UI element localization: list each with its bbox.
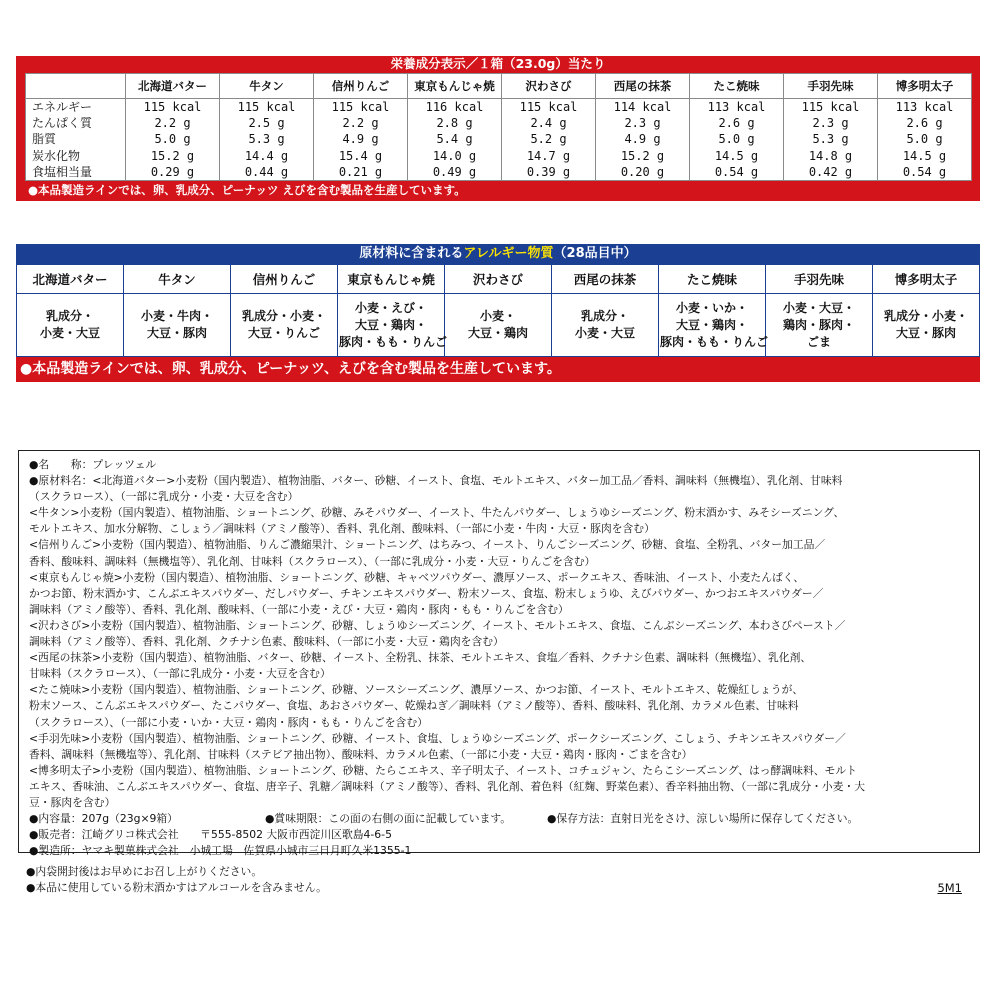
allergen-cell [17, 294, 124, 357]
nutrition-value: 0.44 g [220, 164, 314, 181]
nutrition-value: 2.3 g [784, 115, 878, 131]
allergen-flavor-header: 北海道バター [17, 265, 124, 294]
label-line: <たこ焼味>小麦粉（国内製造）、植物油脂、ショートニング、砂糖、ソースシーズニング、濃厚ソース、かつお節、イースト、モルトエキス、乾燥紅しょうが、 [29, 683, 804, 697]
nutrition-flavor-header: 手羽先味 [784, 74, 878, 99]
allergen-cell [873, 294, 980, 357]
allergen-cell [766, 294, 873, 357]
nutrition-value: 14.5 g [878, 148, 972, 164]
nutrition-value: 113 kcal [690, 99, 784, 116]
nutrition-value: 115 kcal [220, 99, 314, 116]
nutrition-row-carbohydrate [26, 148, 972, 164]
nutrition-panel [16, 56, 980, 201]
product-label-panel [18, 450, 980, 858]
nutrition-value: 5.0 g [878, 131, 972, 147]
allergen-items-row [17, 294, 980, 357]
nutrition-value: 0.54 g [690, 164, 784, 181]
label-line: （スクラロース）、（一部に小麦・いか・大豆・鶏肉・豚肉・もも・りんごを含む） [29, 715, 428, 729]
allergen-flavor-header: 西尾の抹茶 [552, 265, 659, 294]
allergen-flavor-header: 東京もんじゃ焼 [338, 265, 445, 294]
allergen-production-note: ●本品製造ラインでは、卵、乳成分、ピーナッツ、えびを含む製品を生産しています。 [16, 357, 980, 382]
allergen-flavor-header: たこ焼味 [659, 265, 766, 294]
nutrition-value: 2.4 g [502, 115, 596, 131]
nutrition-value: 5.0 g [690, 131, 784, 147]
nutrition-flavor-header: 博多明太子 [878, 74, 972, 99]
label-line: <牛タン>小麦粉（国内製造）、植物油脂、ショートニング、砂糖、みそパウダー、イースト、牛たんパウダー、しょうゆシーズニング、粉末酒かす、みそシーズニング、 [29, 506, 845, 520]
allergen-text: 豚肉・もも・りんご [339, 334, 448, 349]
label-line: （スクラロース）、（一部に乳成分・小麦・大豆を含む） [29, 490, 299, 504]
allergen-text: 小麦・えび・ [354, 300, 427, 315]
label-line: <手羽先味>小麦粉（国内製造）、植物油脂、ショートニング、砂糖、イースト、食塩、しょうゆシーズニング、ポークシーズニング、こしょう、チキンエキスパウダー／ [29, 731, 846, 745]
nutrition-value: 5.4 g [408, 131, 502, 147]
nutrition-value: 115 kcal [126, 99, 220, 116]
label-line: <東京もんじゃ焼>小麦粉（国内製造）、植物油脂、ショートニング、砂糖、キャベツパウダー、濃厚ソース、ポークエキス、香味油、イースト、小麦たんぱく、 [29, 570, 805, 584]
label-line: <信州りんご>小麦粉（国内製造）、植物油脂、りんご濃縮果汁、ショートニング、はちみつ、イースト、りんごシーズニング、砂糖、食塩、全粉乳、バター加工品／ [29, 538, 826, 552]
allergen-cell [124, 294, 231, 357]
nutrition-value: 5.2 g [502, 131, 596, 147]
allergen-flavor-header: 博多明太子 [873, 265, 980, 294]
nutrition-flavor-header: 牛タン [220, 74, 314, 99]
nutrition-value: 14.7 g [502, 148, 596, 164]
allergen-header-row [17, 265, 980, 294]
nutrition-value: 2.6 g [878, 115, 972, 131]
nutrition-value: 4.9 g [596, 131, 690, 147]
nutrition-value: 0.39 g [502, 164, 596, 181]
label-line: 調味料（アミノ酸等）、香料、乳化剤、クチナシ色素、酸味料、（一部に小麦・大豆・鶏肉を含む） [29, 635, 504, 649]
allergen-table [16, 264, 980, 357]
nutrition-row-protein [26, 115, 972, 131]
allergen-text: 小麦・いか・ [675, 300, 748, 315]
nutrition-value: 0.42 g [784, 164, 878, 181]
allergen-text: 小麦・大豆 [39, 326, 100, 340]
label-line: モルトエキス、加水分解物、こしょう／調味料（アミノ酸等）、香料、乳化剤、酸味料、（一部に小麦・牛肉・大豆・豚肉を含む） [29, 522, 655, 536]
nutrition-value: 0.29 g [126, 164, 220, 181]
nutrition-value: 114 kcal [596, 99, 690, 116]
nutrition-corner-cell [26, 74, 126, 99]
storage-method: ●保存方法：直射日光をさけ、涼しい場所に保存してください。 [547, 812, 859, 826]
nutrition-row-salt [26, 164, 972, 181]
nutrition-title: 栄養成分表示／１箱（23.0g）当たり [390, 56, 606, 71]
label-line: 甘味料（スクラロース）、（一部に乳成分・小麦・大豆を含む） [29, 667, 331, 681]
nutrition-production-note: ●本品製造ラインでは、卵、乳成分、ピーナッツ えびを含む製品を生産しています。 [28, 183, 466, 197]
nutrition-value: 2.2 g [126, 115, 220, 131]
label-line: 豆・豚肉を含む） [29, 795, 116, 809]
nutrition-value: 14.4 g [220, 148, 314, 164]
nutrition-row-energy [26, 99, 972, 116]
nutrition-value: 2.2 g [314, 115, 408, 131]
nutrition-value: 5.3 g [784, 131, 878, 147]
best-before: ●賞味期限：この面の右側の面に記載しています。 [265, 812, 512, 826]
allergen-cell [552, 294, 659, 357]
nutrition-value: 15.2 g [596, 148, 690, 164]
nutrition-value: 115 kcal [502, 99, 596, 116]
allergen-text: 小麦・大豆 [574, 326, 635, 340]
footer-notes [26, 864, 970, 896]
nutrition-value: 14.0 g [408, 148, 502, 164]
nutrition-flavor-header: 信州りんご [314, 74, 408, 99]
label-meta-row [29, 811, 971, 827]
allergen-flavor-header: 沢わさび [445, 265, 552, 294]
allergen-cell [338, 294, 448, 357]
allergen-text: 豚肉・もも・りんご [660, 334, 769, 349]
label-line: 調味料（アミノ酸等）、香料、乳化剤、酸味料、（一部に小麦・えび・大豆・鶏肉・豚肉・もも・りんごを含む） [29, 602, 569, 616]
allergen-cell [445, 294, 552, 357]
label-line: <西尾の抹茶>小麦粉（国内製造）、植物油脂、バター、砂糖、イースト、全粉乳、抹茶、モルトエキス、食塩／香料、クチナシ色素、調味料（無機塩）、乳化剤、 [29, 651, 812, 665]
nutrition-value: 2.6 g [690, 115, 784, 131]
nutrition-flavor-header: 東京もんじゃ焼 [408, 74, 502, 99]
allergen-text: ごま [806, 334, 831, 349]
allergen-text: 大豆・豚肉 [146, 326, 207, 340]
allergen-flavor-header: 信州りんご [231, 265, 338, 294]
allergen-cell [659, 294, 769, 357]
nutrition-value: 113 kcal [878, 99, 972, 116]
allergen-title-prefix: 原材料に含まれる [359, 246, 464, 261]
nutrition-row-label: 食塩相当量 [26, 164, 126, 181]
manufacturer-info: ●製造所：ヤマキ製菓株式会社 小城工場 佐賀県小城市三日月町久米1355-1 [29, 844, 412, 858]
label-line: <沢わさび>小麦粉（国内製造）、植物油脂、ショートニング、砂糖、しょうゆシーズニング、イースト、モルトエキス、食塩、こんぶシーズニング、本わさびペースト／ [29, 618, 846, 632]
nutrition-value: 5.3 g [220, 131, 314, 147]
allergen-title-highlight: アレルギー物質 [463, 246, 554, 261]
nutrition-row-label: たんぱく質 [26, 115, 126, 131]
nutrition-value: 0.21 g [314, 164, 408, 181]
nutrition-row-fat [26, 131, 972, 147]
nutrition-value: 0.49 g [408, 164, 502, 181]
nutrition-value: 5.0 g [126, 131, 220, 147]
seller-info: ●販売者：江崎グリコ株式会社 〒555-8502 大阪市西淀川区歌島4-6-5 [29, 828, 392, 842]
allergen-text: 大豆・りんご [247, 326, 320, 340]
nutrition-value: 0.20 g [596, 164, 690, 181]
nutrition-row-label: エネルギー [26, 99, 126, 116]
nutrition-value: 116 kcal [408, 99, 502, 116]
allergen-title [16, 244, 980, 264]
nutrition-value: 2.3 g [596, 115, 690, 131]
nutrition-value: 115 kcal [314, 99, 408, 116]
footer-note: ●本品に使用している粉末酒かすはアルコールを含みません。 [26, 881, 327, 894]
allergen-text: 小麦・大豆・ [782, 300, 855, 315]
nutrition-value: 15.2 g [126, 148, 220, 164]
nutrition-value: 2.8 g [408, 115, 502, 131]
nutrition-row-label: 炭水化物 [26, 148, 126, 164]
allergen-text: 大豆・鶏肉・ [675, 317, 748, 332]
nutrition-flavor-header: 北海道バター [126, 74, 220, 99]
nutrition-value: 115 kcal [784, 99, 878, 116]
allergen-title-suffix: （28品目中） [553, 246, 637, 261]
nutrition-value: 0.54 g [878, 164, 972, 181]
nutrition-table [25, 73, 972, 181]
allergen-text: 小麦・牛肉・ [140, 309, 213, 323]
nutrition-flavor-header: 沢わさび [502, 74, 596, 99]
production-code: 5M1 [937, 881, 962, 895]
allergen-text: 乳成分・小麦・ [241, 309, 326, 323]
allergen-panel [16, 244, 980, 377]
allergen-text: 乳成分・ [580, 309, 629, 323]
label-line: 香料、調味料（無機塩等）、乳化剤、甘味料（ステビア抽出物）、酸味料、カラメル色素、（一部に小麦・大豆・鶏肉・豚肉・ごまを含む） [29, 747, 693, 761]
nutrition-flavor-header: 西尾の抹茶 [596, 74, 690, 99]
nutrition-header-row [26, 74, 972, 99]
allergen-text: 乳成分・小麦・ [883, 309, 968, 323]
content-amount: ●内容量：207g（23g×9箱） [29, 812, 178, 826]
label-line: エキス、香味油、こんぶエキスパウダー、食塩、唐辛子、乳糖／調味料（アミノ酸等）、香料、乳化剤、着色料（紅麹、野菜色素）、香辛料抽出物、（一部に乳成分・小麦・大 [29, 779, 866, 793]
label-line: ●名 称：プレッツェル [29, 458, 157, 471]
label-line: ●原材料名：<北海道バター>小麦粉（国内製造）、植物油脂、バター、砂糖、イースト、食塩、モルトエキス、バター加工品／香料、調味料（無機塩）、乳化剤、甘味料 [29, 474, 843, 488]
label-line: <博多明太子>小麦粉（国内製造）、植物油脂、ショートニング、砂糖、たらこエキス、辛子明太子、イースト、コチュジャン、たらこシーズニング、はっ酵調味料、モルト [29, 763, 857, 777]
nutrition-value: 15.4 g [314, 148, 408, 164]
allergen-flavor-header: 牛タン [124, 265, 231, 294]
nutrition-row-label: 脂質 [26, 131, 126, 147]
footer-note: ●内袋開封後はお早めにお召し上がりください。 [26, 865, 263, 878]
allergen-flavor-header: 手羽先味 [766, 265, 873, 294]
allergen-text: 大豆・鶏肉・ [354, 317, 427, 332]
nutrition-value: 14.8 g [784, 148, 878, 164]
nutrition-value: 4.9 g [314, 131, 408, 147]
label-line: かつお節、粉末酒かす、こんぶエキスパウダー、だしパウダー、チキンエキスパウダー、粉末ソース、食塩、粉末しょうゆ、えびパウダー、かつおエキスパウダー／ [29, 586, 824, 600]
allergen-text: 小麦・ [479, 309, 516, 323]
allergen-text: 大豆・鶏肉 [467, 326, 528, 340]
nutrition-flavor-header: たこ焼味 [690, 74, 784, 99]
allergen-text: 大豆・豚肉 [895, 326, 956, 340]
nutrition-value: 14.5 g [690, 148, 784, 164]
label-line: 粉末ソース、こんぶエキスパウダー、たこパウダー、食塩、あおさパウダー、乾燥ねぎ／調味料（アミノ酸等）、香料、酸味料、乳化剤、カラメル色素、甘味料 [29, 699, 799, 713]
allergen-text: 鶏肉・豚肉・ [782, 317, 855, 332]
allergen-cell [231, 294, 338, 357]
allergen-text: 乳成分・ [45, 309, 94, 323]
nutrition-value: 2.5 g [220, 115, 314, 131]
label-line: 香料、酸味料、調味料（無機塩等）、乳化剤、甘味料（スクラロース）、（一部に乳成分・小麦・大豆・りんごを含む） [29, 554, 596, 568]
